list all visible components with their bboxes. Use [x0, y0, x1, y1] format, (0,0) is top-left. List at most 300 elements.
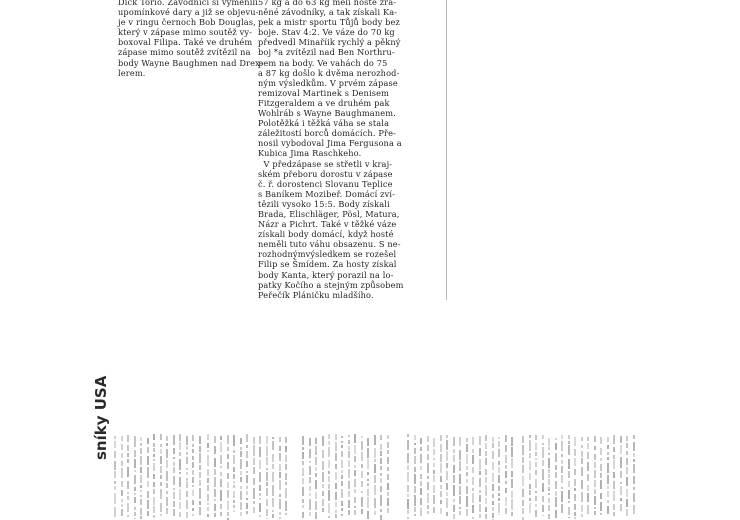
print-texture [246, 471, 248, 473]
print-texture [548, 479, 550, 484]
print-texture [279, 464, 281, 471]
print-texture [472, 449, 474, 454]
print-texture [315, 480, 317, 489]
print-texture [341, 445, 343, 448]
print-texture [548, 487, 550, 491]
text-line: Fitzgeraldem a ve druhém pak [258, 97, 390, 108]
print-texture [348, 469, 350, 478]
print-texture [387, 457, 389, 465]
print-texture [192, 500, 194, 506]
print-texture [153, 497, 155, 504]
print-texture [498, 486, 500, 492]
print-texture [207, 469, 209, 476]
print-texture [259, 485, 261, 491]
print-texture [134, 475, 136, 483]
print-texture [574, 494, 576, 501]
print-texture [479, 471, 481, 475]
print-texture [542, 443, 544, 445]
print-texture [153, 506, 155, 512]
print-texture [240, 438, 242, 445]
print-texture [207, 485, 209, 491]
print-texture [240, 471, 242, 474]
print-texture [626, 489, 628, 498]
print-texture [134, 497, 136, 504]
print-texture [427, 505, 429, 510]
print-texture [568, 490, 570, 499]
print-texture [361, 436, 363, 438]
print-texture [240, 447, 242, 449]
print-texture [134, 436, 136, 447]
print-texture [354, 465, 356, 468]
print-texture [220, 436, 222, 439]
print-texture [272, 510, 274, 512]
print-texture [433, 475, 435, 482]
print-texture [485, 507, 487, 511]
print-texture [140, 437, 142, 440]
print-texture [600, 502, 602, 511]
print-texture [613, 455, 615, 458]
print-texture [555, 453, 557, 462]
print-texture [607, 445, 609, 449]
print-texture [335, 510, 337, 513]
print-texture [568, 441, 570, 444]
print-texture [414, 514, 416, 517]
print-texture [121, 481, 123, 487]
print-texture [453, 465, 455, 473]
print-texture [581, 492, 583, 502]
rotated-column-2 [205, 430, 290, 520]
print-texture [367, 448, 369, 458]
print-texture [620, 457, 622, 468]
print-texture [285, 437, 287, 444]
print-texture [348, 500, 350, 508]
rotated-column-5 [520, 430, 635, 520]
print-texture [140, 485, 142, 488]
print-texture [354, 506, 356, 509]
print-texture [160, 466, 162, 473]
print-texture [427, 436, 429, 442]
text-line: něné závodníky, a tak získali Ka- [258, 7, 398, 18]
print-texture [522, 500, 524, 506]
print-texture [354, 445, 356, 454]
print-texture [581, 445, 583, 448]
print-texture [328, 447, 330, 457]
print-texture [173, 501, 175, 508]
print-texture [446, 512, 448, 517]
print-texture [272, 472, 274, 482]
print-texture [485, 477, 487, 483]
print-texture [367, 483, 369, 485]
print-texture [387, 442, 389, 449]
print-texture [387, 483, 389, 491]
print-texture [414, 435, 416, 440]
text-line: neměli tuto váhu obsazenu. S ne- [258, 239, 401, 250]
print-texture [259, 436, 261, 445]
print-texture [147, 467, 149, 478]
print-texture [548, 505, 550, 511]
print-texture [479, 448, 481, 456]
print-texture [453, 455, 455, 463]
print-texture [192, 444, 194, 447]
print-texture [127, 496, 129, 500]
text-line: s Baníkem Mozibeř. Domácí zví- [258, 188, 396, 199]
print-texture [453, 437, 455, 446]
print-texture [633, 493, 635, 502]
print-texture [542, 460, 544, 466]
text-line: boxoval Filipa. Také ve druhém [118, 37, 253, 48]
print-texture [446, 440, 448, 450]
print-texture [542, 469, 544, 479]
print-texture [555, 465, 557, 470]
print-texture [173, 476, 175, 485]
print-texture [361, 464, 363, 468]
print-texture [192, 462, 194, 468]
print-texture [192, 485, 194, 487]
print-texture [387, 474, 389, 480]
print-texture [407, 485, 409, 492]
print-texture [207, 514, 209, 517]
print-texture [620, 504, 622, 511]
print-texture [587, 474, 589, 482]
text-line: pek a mistr sportu Tůjů body bez [258, 17, 400, 28]
print-texture [407, 453, 409, 463]
text-line: Brada, Elischläger, Pösl, Matura, [258, 208, 400, 219]
print-texture [214, 458, 216, 468]
print-texture [374, 435, 376, 445]
text-line: Názr a Pichrt. Také v těžké váze [258, 219, 397, 230]
print-texture [240, 451, 242, 457]
print-texture [121, 504, 123, 507]
print-texture [535, 458, 537, 460]
print-texture [472, 493, 474, 504]
print-texture [153, 474, 155, 479]
print-texture [246, 461, 248, 467]
print-texture [361, 471, 363, 479]
text-line: boj *a zvítězil nad Ben Northru- [258, 47, 395, 58]
print-texture [127, 503, 129, 512]
print-texture [322, 436, 324, 447]
print-texture [600, 493, 602, 500]
print-texture [498, 437, 500, 439]
print-texture [279, 446, 281, 451]
print-texture [427, 445, 429, 451]
print-texture [420, 474, 422, 479]
text-line: a 87 kg došlo k dvěma nerozhod- [258, 67, 400, 78]
print-texture [266, 436, 268, 444]
print-texture [529, 473, 531, 480]
print-texture [561, 487, 563, 489]
print-texture [505, 488, 507, 494]
print-texture [335, 442, 337, 451]
print-texture [199, 488, 201, 499]
print-texture [511, 512, 513, 516]
print-texture [134, 512, 136, 517]
print-texture [147, 456, 149, 465]
print-texture [587, 505, 589, 515]
print-texture [380, 444, 382, 450]
print-texture [341, 508, 343, 511]
print-texture [446, 498, 448, 508]
print-texture [285, 513, 287, 515]
print-texture [594, 436, 596, 442]
print-texture [361, 497, 363, 507]
print-texture [114, 436, 116, 439]
print-texture [153, 443, 155, 446]
print-texture [166, 497, 168, 506]
print-texture [354, 456, 356, 461]
print-texture [574, 488, 576, 491]
print-texture [479, 490, 481, 493]
print-texture [240, 502, 242, 510]
print-texture [341, 451, 343, 457]
print-texture [380, 473, 382, 475]
print-texture [542, 515, 544, 516]
print-texture [446, 463, 448, 468]
print-texture [341, 501, 343, 506]
print-texture [279, 437, 281, 442]
print-texture [179, 477, 181, 487]
text-line: předvedl Minaříik rychlý a pěkný [258, 37, 401, 48]
print-texture [498, 503, 500, 512]
print-texture [581, 451, 583, 456]
print-texture [407, 510, 409, 514]
print-texture [479, 459, 481, 470]
print-texture [173, 457, 175, 460]
print-texture [153, 434, 155, 440]
print-texture [587, 485, 589, 491]
print-texture [555, 443, 557, 450]
print-texture [207, 507, 209, 511]
print-texture [607, 457, 609, 460]
print-texture [272, 454, 274, 463]
print-texture [127, 481, 129, 490]
print-texture [607, 486, 609, 489]
print-texture [581, 480, 583, 489]
print-texture [335, 464, 337, 470]
print-texture [348, 510, 350, 514]
print-texture [607, 452, 609, 454]
print-texture [561, 454, 563, 457]
print-texture [114, 486, 116, 490]
print-texture [186, 478, 188, 481]
print-texture [498, 449, 500, 457]
print-texture [466, 444, 468, 452]
print-texture [453, 449, 455, 452]
article-left-column [118, 0, 268, 78]
print-texture [279, 512, 281, 515]
print-texture [186, 446, 188, 450]
print-texture [498, 493, 500, 495]
print-texture [315, 473, 317, 477]
print-texture [568, 481, 570, 487]
print-texture [199, 472, 201, 478]
print-texture [315, 438, 317, 445]
print-texture [492, 473, 494, 482]
print-texture [309, 477, 311, 483]
print-texture [259, 460, 261, 470]
print-texture [114, 507, 116, 517]
print-texture [459, 496, 461, 504]
print-texture [633, 453, 635, 457]
print-texture [266, 482, 268, 485]
print-texture [186, 472, 188, 475]
print-texture [414, 507, 416, 512]
print-texture [374, 448, 376, 458]
print-texture [266, 518, 268, 519]
print-texture [220, 504, 222, 509]
print-texture [246, 498, 248, 500]
print-texture [613, 481, 615, 489]
print-texture [459, 437, 461, 446]
print-texture [322, 484, 324, 488]
print-texture [620, 486, 622, 495]
print-texture [626, 436, 628, 441]
print-texture [199, 436, 201, 444]
print-texture [522, 508, 524, 514]
print-texture [479, 436, 481, 445]
print-texture [587, 462, 589, 471]
print-texture [309, 466, 311, 475]
print-texture [626, 477, 628, 487]
print-texture [574, 512, 576, 516]
print-texture [233, 510, 235, 512]
print-texture [259, 472, 261, 482]
print-texture [140, 467, 142, 472]
print-texture [542, 435, 544, 440]
print-texture [367, 511, 369, 518]
print-texture [335, 514, 337, 518]
print-texture [466, 454, 468, 464]
print-texture [594, 496, 596, 505]
print-texture [472, 455, 474, 464]
print-texture [420, 498, 422, 505]
print-texture [134, 507, 136, 510]
print-texture [272, 441, 274, 450]
print-texture [387, 492, 389, 496]
print-texture [322, 450, 324, 458]
print-texture [153, 454, 155, 456]
print-texture [361, 481, 363, 487]
print-texture [387, 508, 389, 513]
print-texture [505, 455, 507, 463]
print-texture [574, 469, 576, 476]
print-texture [361, 441, 363, 450]
print-texture [626, 458, 628, 465]
print-texture [302, 461, 304, 465]
print-texture [459, 507, 461, 509]
print-texture [587, 493, 589, 502]
text-line: Dick Torio. Závodníci si vyměnili [118, 0, 259, 7]
print-texture [535, 435, 537, 441]
print-texture [446, 483, 448, 490]
print-texture [633, 487, 635, 491]
print-texture [240, 486, 242, 489]
print-texture [505, 445, 507, 453]
print-texture [446, 451, 448, 461]
print-texture [485, 485, 487, 496]
print-texture [626, 443, 628, 448]
print-texture [466, 496, 468, 507]
print-texture [466, 466, 468, 470]
print-texture [328, 434, 330, 439]
print-texture [529, 503, 531, 513]
print-texture [633, 459, 635, 462]
print-texture [173, 435, 175, 445]
print-texture [328, 503, 330, 513]
print-texture [266, 509, 268, 515]
print-texture [420, 454, 422, 463]
print-texture [354, 489, 356, 493]
print-texture [348, 491, 350, 497]
print-texture [220, 455, 222, 464]
print-texture [328, 441, 330, 445]
print-texture [179, 472, 181, 474]
text-line: remizoval Martinek s Denisem [258, 87, 389, 98]
print-texture [302, 447, 304, 450]
print-texture [266, 468, 268, 470]
print-texture [479, 478, 481, 487]
text-line: Peřečík Pláničku mladšího. [258, 289, 374, 300]
print-texture [453, 505, 455, 512]
print-texture [166, 460, 168, 467]
print-texture [253, 478, 255, 485]
print-texture [240, 477, 242, 483]
print-texture [227, 512, 229, 515]
print-texture [341, 470, 343, 473]
print-texture [367, 438, 369, 446]
print-texture [186, 468, 188, 471]
print-texture [207, 503, 209, 505]
print-texture [173, 509, 175, 516]
print-texture [246, 503, 248, 510]
print-texture [259, 447, 261, 457]
print-texture [620, 498, 622, 501]
print-texture [440, 491, 442, 496]
print-texture [427, 463, 429, 472]
print-texture [466, 438, 468, 442]
print-texture [147, 500, 149, 509]
print-texture [322, 491, 324, 496]
print-texture [613, 460, 615, 468]
print-texture [555, 491, 557, 496]
print-texture [227, 501, 229, 510]
print-texture [302, 487, 304, 496]
print-texture [535, 479, 537, 489]
print-texture [354, 470, 356, 476]
print-texture [285, 501, 287, 511]
print-texture [555, 510, 557, 518]
print-texture [427, 476, 429, 479]
print-texture [147, 447, 149, 453]
print-texture [246, 486, 248, 488]
print-texture [192, 508, 194, 511]
print-texture [594, 470, 596, 478]
print-texture [600, 458, 602, 461]
print-texture [186, 512, 188, 518]
print-texture [322, 508, 324, 513]
print-texture [121, 436, 123, 441]
print-texture [505, 508, 507, 514]
print-texture [472, 505, 474, 513]
print-texture [214, 436, 216, 443]
print-texture [498, 514, 500, 515]
print-texture [348, 435, 350, 437]
print-texture [420, 438, 422, 445]
print-texture [511, 479, 513, 488]
print-texture [341, 441, 343, 443]
print-texture [626, 451, 628, 455]
print-texture [433, 449, 435, 454]
